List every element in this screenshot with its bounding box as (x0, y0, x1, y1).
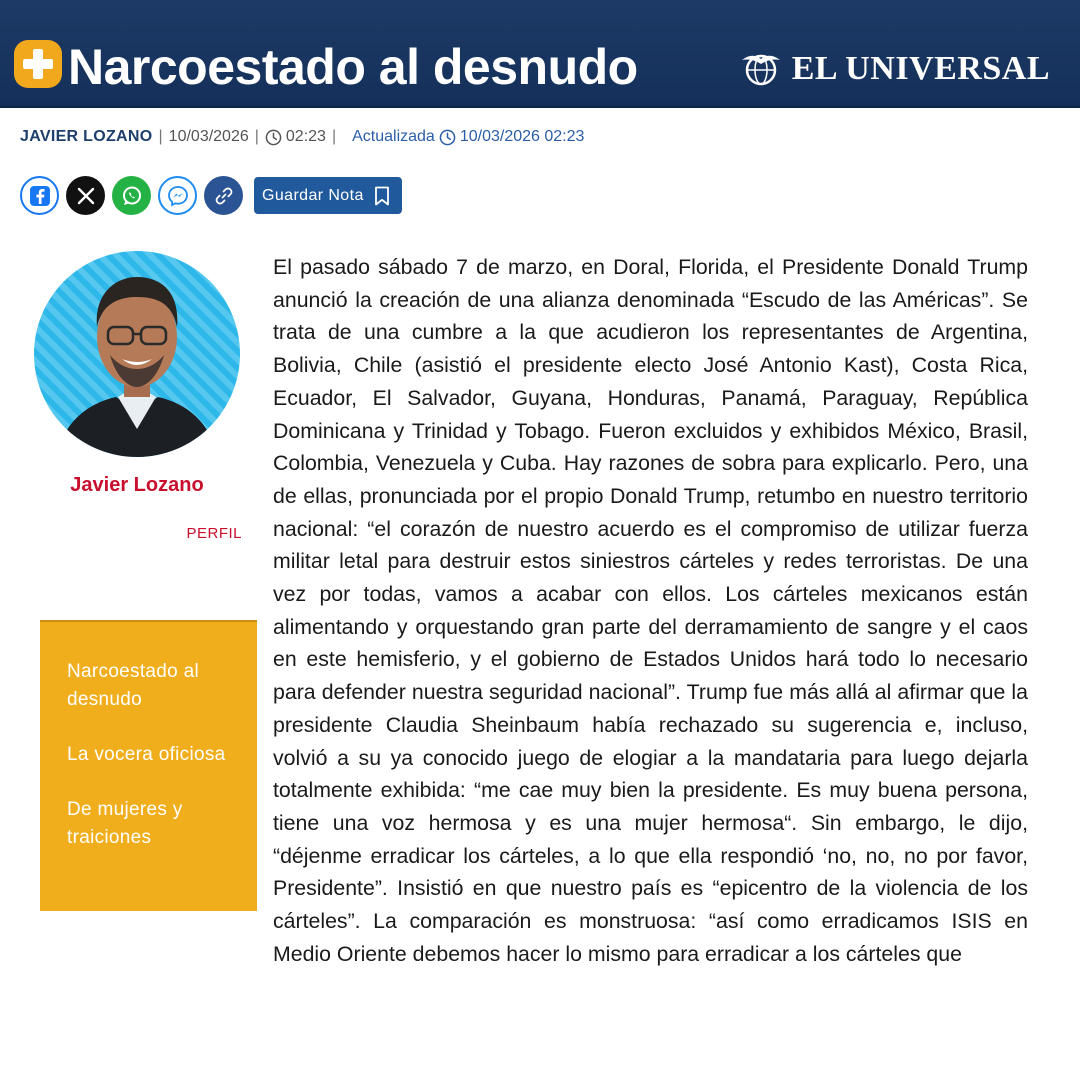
updated-label: Actualizada (352, 128, 435, 145)
facebook-share-button[interactable] (20, 176, 59, 215)
byline-author[interactable]: JAVIER LOZANO (20, 128, 153, 145)
author-name[interactable]: Javier Lozano (70, 474, 204, 496)
plus-icon (14, 40, 62, 88)
copy-link-button[interactable] (204, 176, 243, 215)
separator: | (331, 128, 337, 145)
publish-time: 02:23 (285, 128, 326, 145)
separator: | (158, 128, 163, 145)
whatsapp-share-button[interactable] (112, 176, 151, 215)
author-avatar[interactable] (34, 251, 240, 457)
save-note-button[interactable] (254, 177, 402, 214)
related-item[interactable]: La vocera oficiosa (67, 744, 226, 765)
byline (20, 124, 584, 150)
whatsapp-icon (120, 184, 144, 208)
eagle-globe-icon (740, 50, 782, 88)
share-bar (20, 176, 402, 215)
brand-name: EL UNIVERSAL (791, 50, 1050, 87)
article-body: El pasado sábado 7 de marzo, en Doral, Florida, el Presidente Donald Trump anunció la creación de una alianza denominada “Escudo de las Américas”. Se trata de una cumbre a la que acudieron los representantes de Argentina, Bolivia, Chile (asistió el presidente electo José Antonio Kast), Costa Rica, Ecuador, El Salvador, Guyana, Honduras, Panamá, Paraguay, República Dominicana y Trinidad y Tobago. Fueron excluidos y exhibidos México, Brasil, Colombia, Venezuela y Cuba. Hay razones de sobra para explicarlo. Pero, una de ellas, pronunciada por el propio Donald Trump, retumbo en nuestro territorio nacional: “el corazón de nuestro acuerdo es el compromiso de utilizar fuerza militar letal para destruir estos siniestros cárteles y redes terroristas. De una vez por todas, vamos a acabar con ellos. Los cárteles mexicanos están alimentando y orquestando gran parte del derramamiento de sangre y el caos en este hemisferio, y el gobierno de Estados Unidos hará todo lo necesario para defender nuestra seguridad nacional”. Trump fue más allá al afirmar que la presidente Claudia Sheinbaum había rechazado su sugerencia e, incluso, volvió a su ya conocido juego de elogiar a la mandataria para luego dejarla totalmente exhibida: “me cae muy bien la presidente. Es muy buena persona, tiene una voz hermosa y es una mujer hermosa“. Sin embargo, le dijo, “déjenme erradicar los cárteles, a lo que ella respondió ‘no, no, no por favor, Presidente”. Insistió en que nuestro país es “epicentro de la violencia de los cárteles”. La comparación es monstruosa: “así como erradicamos ISIS en Medio Oriente debemos hacer lo mismo para erradicar a los cárteles que (273, 255, 1028, 966)
updated-datetime: 10/03/2026 02:23 (459, 128, 585, 145)
brand-logo[interactable] (740, 50, 1050, 88)
clock-icon (265, 129, 282, 146)
column-title: Narcoestado al desnudo (68, 39, 638, 95)
related-item[interactable]: De mujeres y traiciones (67, 799, 183, 848)
author-portrait (34, 251, 240, 457)
related-item[interactable]: Narcoestado al desnudo (67, 661, 199, 710)
x-share-button[interactable] (66, 176, 105, 215)
header-banner (0, 0, 1080, 108)
profile-link[interactable]: PERFIL (186, 525, 242, 542)
facebook-icon (28, 184, 52, 208)
separator: | (254, 128, 259, 145)
bookmark-icon (374, 186, 390, 206)
link-icon (213, 185, 235, 207)
messenger-icon (166, 184, 190, 208)
related-columns (40, 620, 257, 911)
messenger-share-button[interactable] (158, 176, 197, 215)
clock-icon (439, 129, 456, 146)
save-note-label: Guardar Nota (262, 186, 364, 204)
x-icon (76, 186, 96, 206)
publish-date: 10/03/2026 (168, 128, 249, 145)
